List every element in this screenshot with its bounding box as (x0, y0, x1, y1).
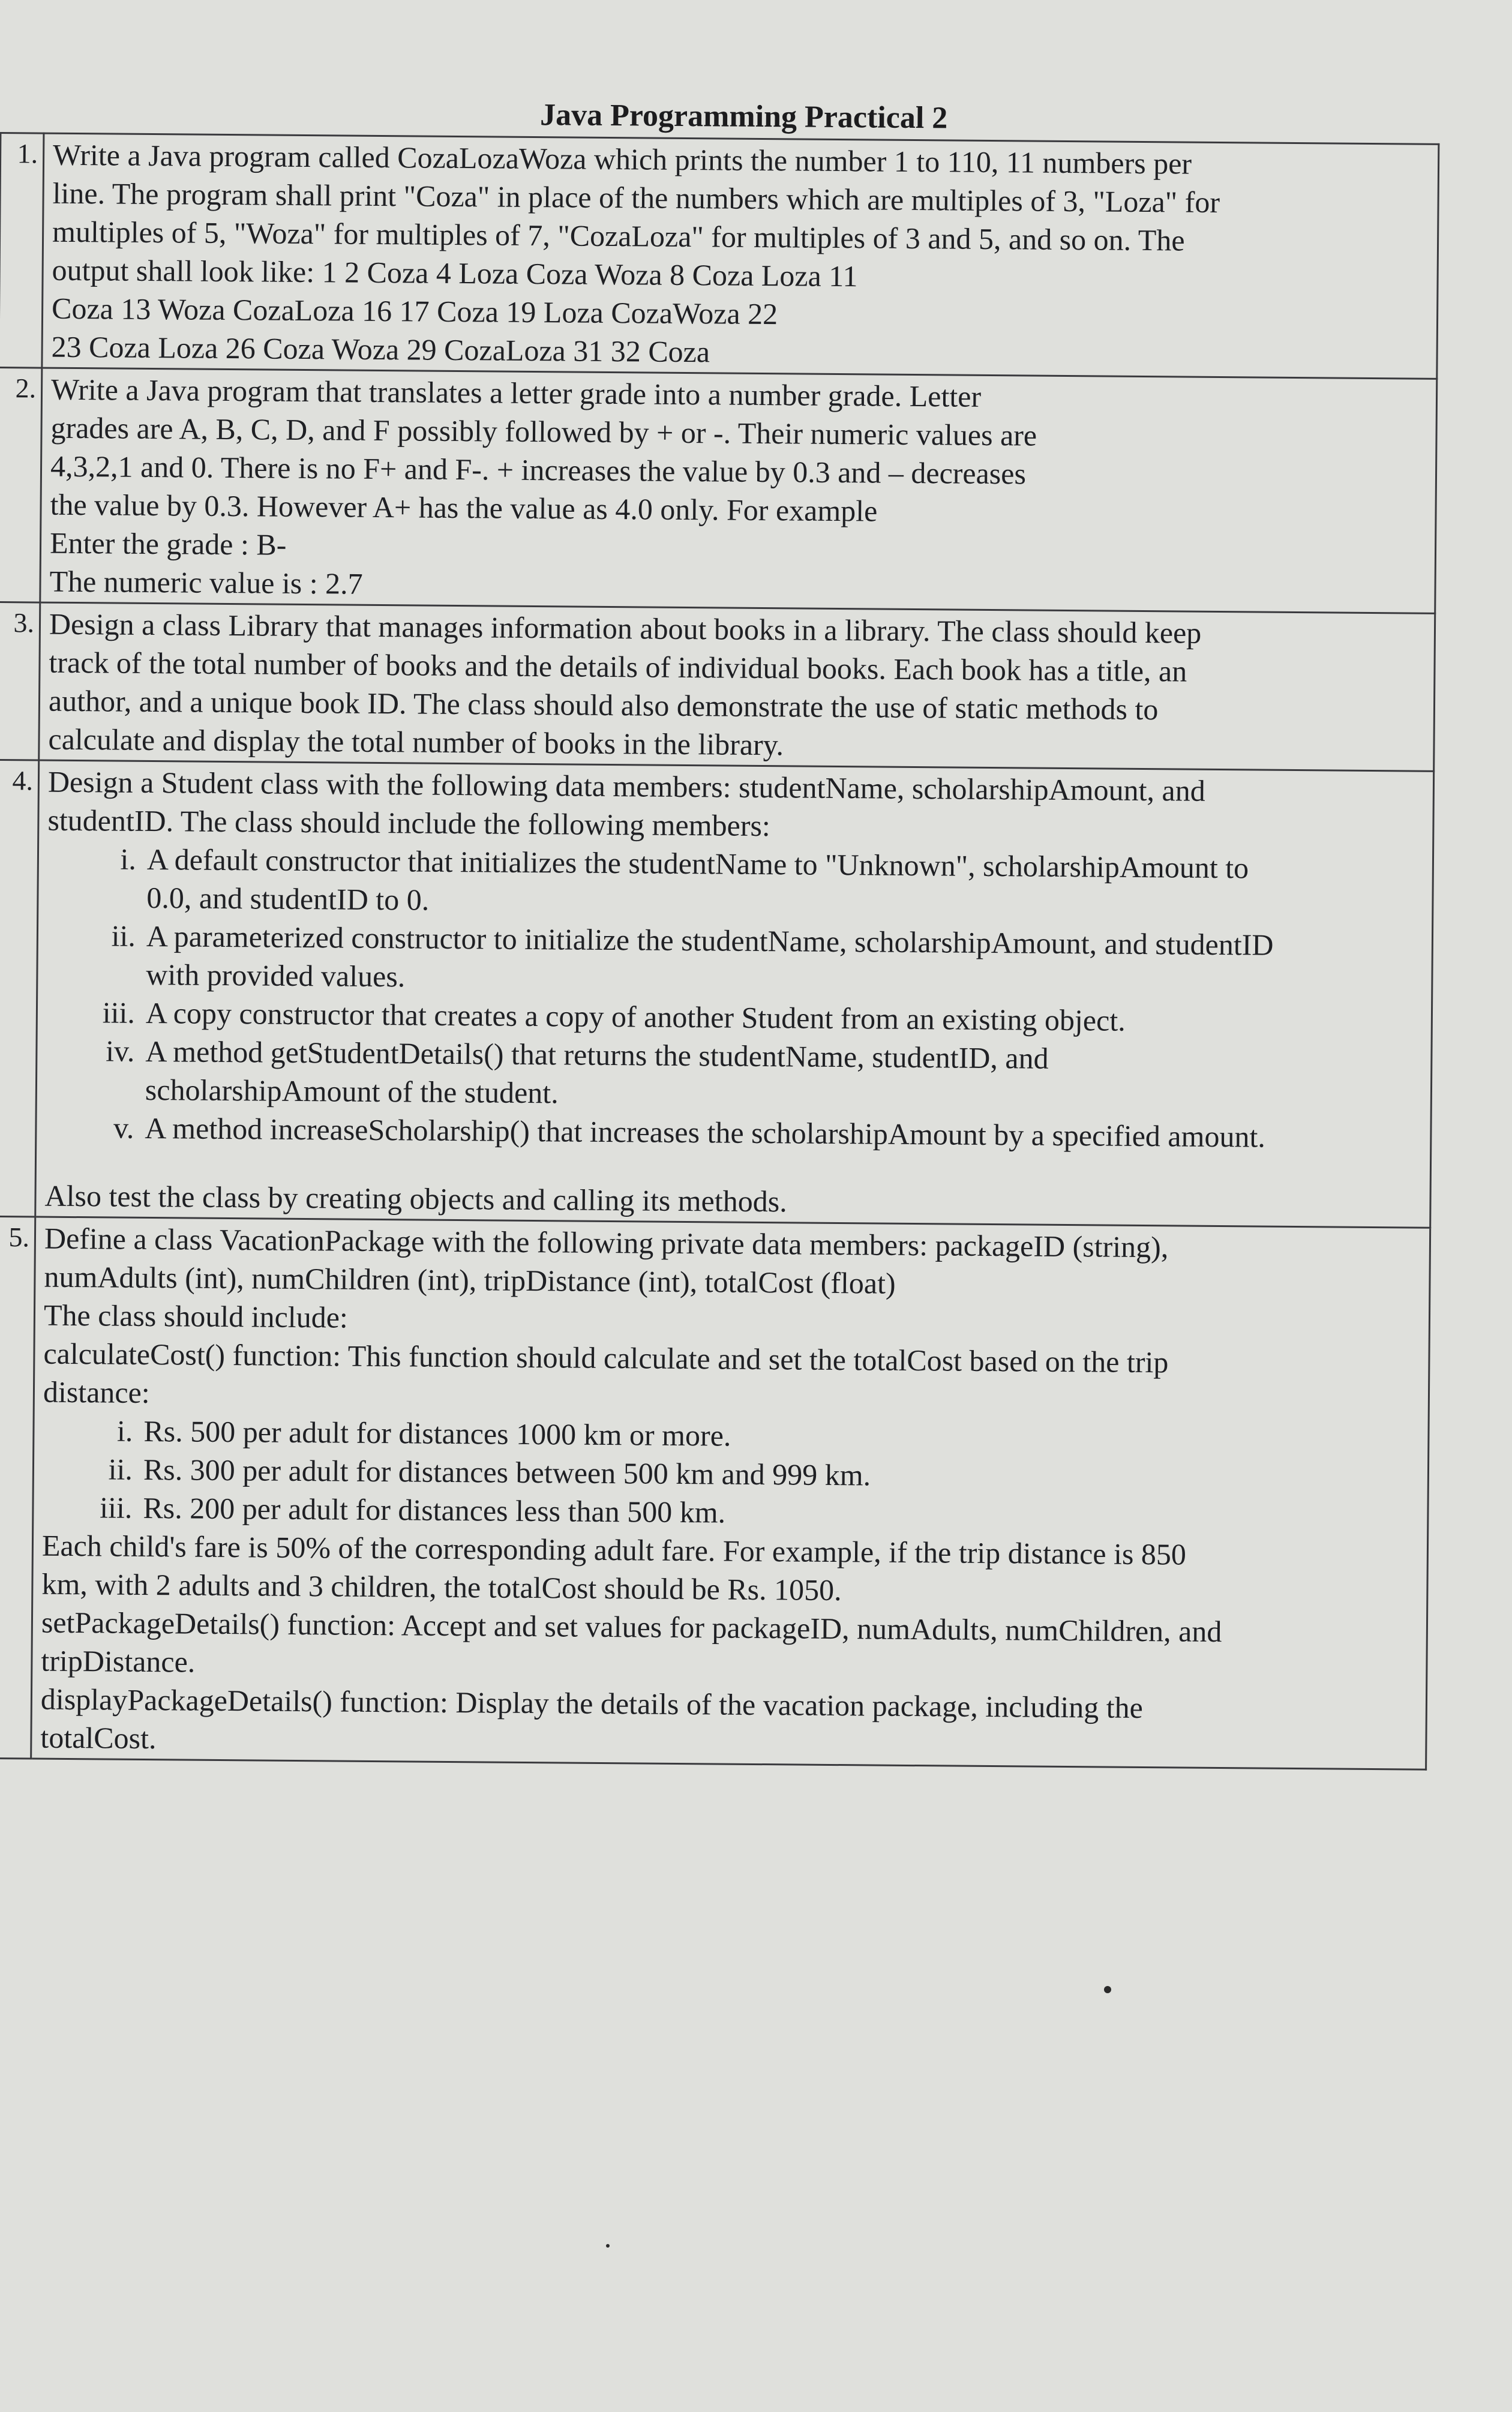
question-text-line: 23 Coza Loza 26 Coza Woza 29 CozaLoza 31 32 Coza (51, 329, 710, 369)
question-text-line: calculate and display the total number of books in the library. (48, 722, 784, 762)
question-3-row (0, 602, 1435, 771)
questions-table (0, 132, 1439, 1771)
list-item-text: Rs. 300 per adult for distances between 500 km and 999 km. (143, 1452, 871, 1492)
question-text-line: Design a class Library that manages information about books in a library. The class should keep (49, 607, 1202, 650)
question-text-line: studentID. The class should include the following members: (47, 803, 771, 843)
question-text-line: setPackageDetails() function: Accept and set values for packageID, numAdults, numChildren, and (41, 1605, 1222, 1649)
question-2-row (0, 367, 1437, 613)
question-3-body (39, 602, 1435, 771)
question-text-line: Coza 13 Woza CozaLoza 16 17 Coza 19 Loza CozaWoza 22 (51, 291, 778, 331)
list-item-text: A default constructor that initializes the studentName to "Unknown", scholarshipAmount to (146, 842, 1249, 885)
question-number: 1. (0, 133, 44, 368)
question-text-line: Each child's fare is 50% of the corresponding adult fare. For example, if the trip distance is 850 (41, 1528, 1187, 1571)
roman-numeral: ii. (111, 919, 136, 953)
ink-dot (1104, 1986, 1111, 1993)
question-2-body (40, 368, 1437, 613)
question-text-line: track of the total number of books and the details of individual books. Each book has a title, an (49, 645, 1187, 688)
question-text-line: tripDistance. (41, 1643, 196, 1679)
question-text-line: displayPackageDetails() function: Display the details of the vacation package, including the (40, 1682, 1144, 1725)
question-text-line: calculateCost() function: This function should calculate and set the totalCost based on the trip (43, 1336, 1169, 1379)
question-number: 3. (0, 602, 40, 760)
question-1-body (42, 133, 1439, 379)
question-text-line: The numeric value is : 2.7 (49, 564, 363, 601)
roman-numeral: i. (116, 1414, 133, 1448)
question-text-line: The class should include: (43, 1298, 349, 1334)
question-text-line: Write a Java program called CozaLozaWoza which prints the number 1 to 110, 11 numbers per (52, 137, 1192, 181)
list-item-text: A method getStudentDetails() that returns the studentName, studentID, and (145, 1034, 1049, 1075)
question-text-line: Enter the grade : B- (49, 526, 287, 562)
question-text-line: the value by 0.3. However A+ has the value as 4.0 only. For example (50, 487, 878, 528)
question-5-row (0, 1216, 1430, 1769)
question-text-line: Also test the class by creating objects and calling its methods. (44, 1178, 787, 1219)
question-4-body (35, 760, 1434, 1228)
question-text-line: Design a Student class with the following data members: studentName, scholarshipAmount, and (47, 764, 1205, 808)
list-item (88, 916, 1423, 1003)
question-text-line: Write a Java program that translates a letter grade into a number grade. Letter (50, 372, 982, 413)
question-text-line: author, and a unique book ID. The class should also demonstrate the use of static methods to (48, 683, 1159, 727)
question-text-line: output shall look like: 1 2 Coza 4 Loza Coza Woza 8 Coza Loza 11 (52, 253, 858, 293)
list-item-text: A parameterized constructor to initialize the studentName, scholarshipAmount, and studentID (146, 919, 1274, 962)
question-4-row (0, 760, 1434, 1228)
question-text-line: grades are A, B, C, D, and F possibly followed by + or -. Their numeric values are (50, 410, 1037, 452)
list-item-text: 0.0, and studentID to 0. (146, 880, 430, 917)
question-text-line: totalCost. (40, 1720, 157, 1756)
roman-numeral: i. (120, 842, 137, 876)
question-text-line: distance: (43, 1375, 150, 1410)
question-number: 5. (0, 1216, 35, 1759)
page-title: Java Programming Practical 2 (539, 98, 948, 136)
question-text-line: multiples of 5, "Woza" for multiples of 7, "CozaLoza" for multiples of 3 and 5, and so on. The (52, 214, 1185, 257)
list-item-text: Rs. 500 per adult for distances 1000 km or more. (143, 1414, 731, 1453)
list-item-text: A copy constructor that creates a copy of another Student from an existing object. (145, 995, 1126, 1037)
list-item (88, 1031, 1423, 1118)
roman-numeral: iv. (106, 1034, 135, 1068)
question-number: 2. (0, 367, 42, 602)
list-item-text: with provided values. (146, 957, 406, 994)
question-text-line: km, with 2 adults and 3 children, the totalCost should be Rs. 1050. (41, 1567, 842, 1607)
roman-numeral: v. (113, 1111, 134, 1145)
question-text-line: 4,3,2,1 and 0. There is no F+ and F-. + increases the value by 0.3 and – decreases (50, 449, 1027, 491)
list-item-text: scholarshipAmount of the student. (145, 1072, 559, 1110)
question-text-line: Define a class VacationPackage with the following private data members: packageID (string), (44, 1221, 1169, 1264)
question-text-line: line. The program shall print "Coza" in place of the numbers which are multiples of 3, "Loza" for (52, 176, 1220, 219)
question-text-line: numAdults (int), numChildren (int), tripDistance (int), totalCost (float) (44, 1259, 896, 1300)
question-1-row (0, 133, 1439, 379)
roman-numeral: iii. (102, 995, 136, 1030)
question-5-body (31, 1217, 1430, 1769)
list-item-text: Rs. 200 per adult for distances less than 500 km. (143, 1490, 726, 1529)
list-item (89, 839, 1424, 926)
roman-numeral: iii. (100, 1490, 133, 1525)
list-item-text: A method increaseScholarship() that increases the scholarshipAmount by a specified amount. (145, 1111, 1266, 1154)
roman-numeral: ii. (108, 1452, 133, 1486)
question-number: 4. (0, 760, 39, 1217)
ink-dot (606, 2244, 610, 2248)
practical-sheet (0, 90, 1464, 1771)
